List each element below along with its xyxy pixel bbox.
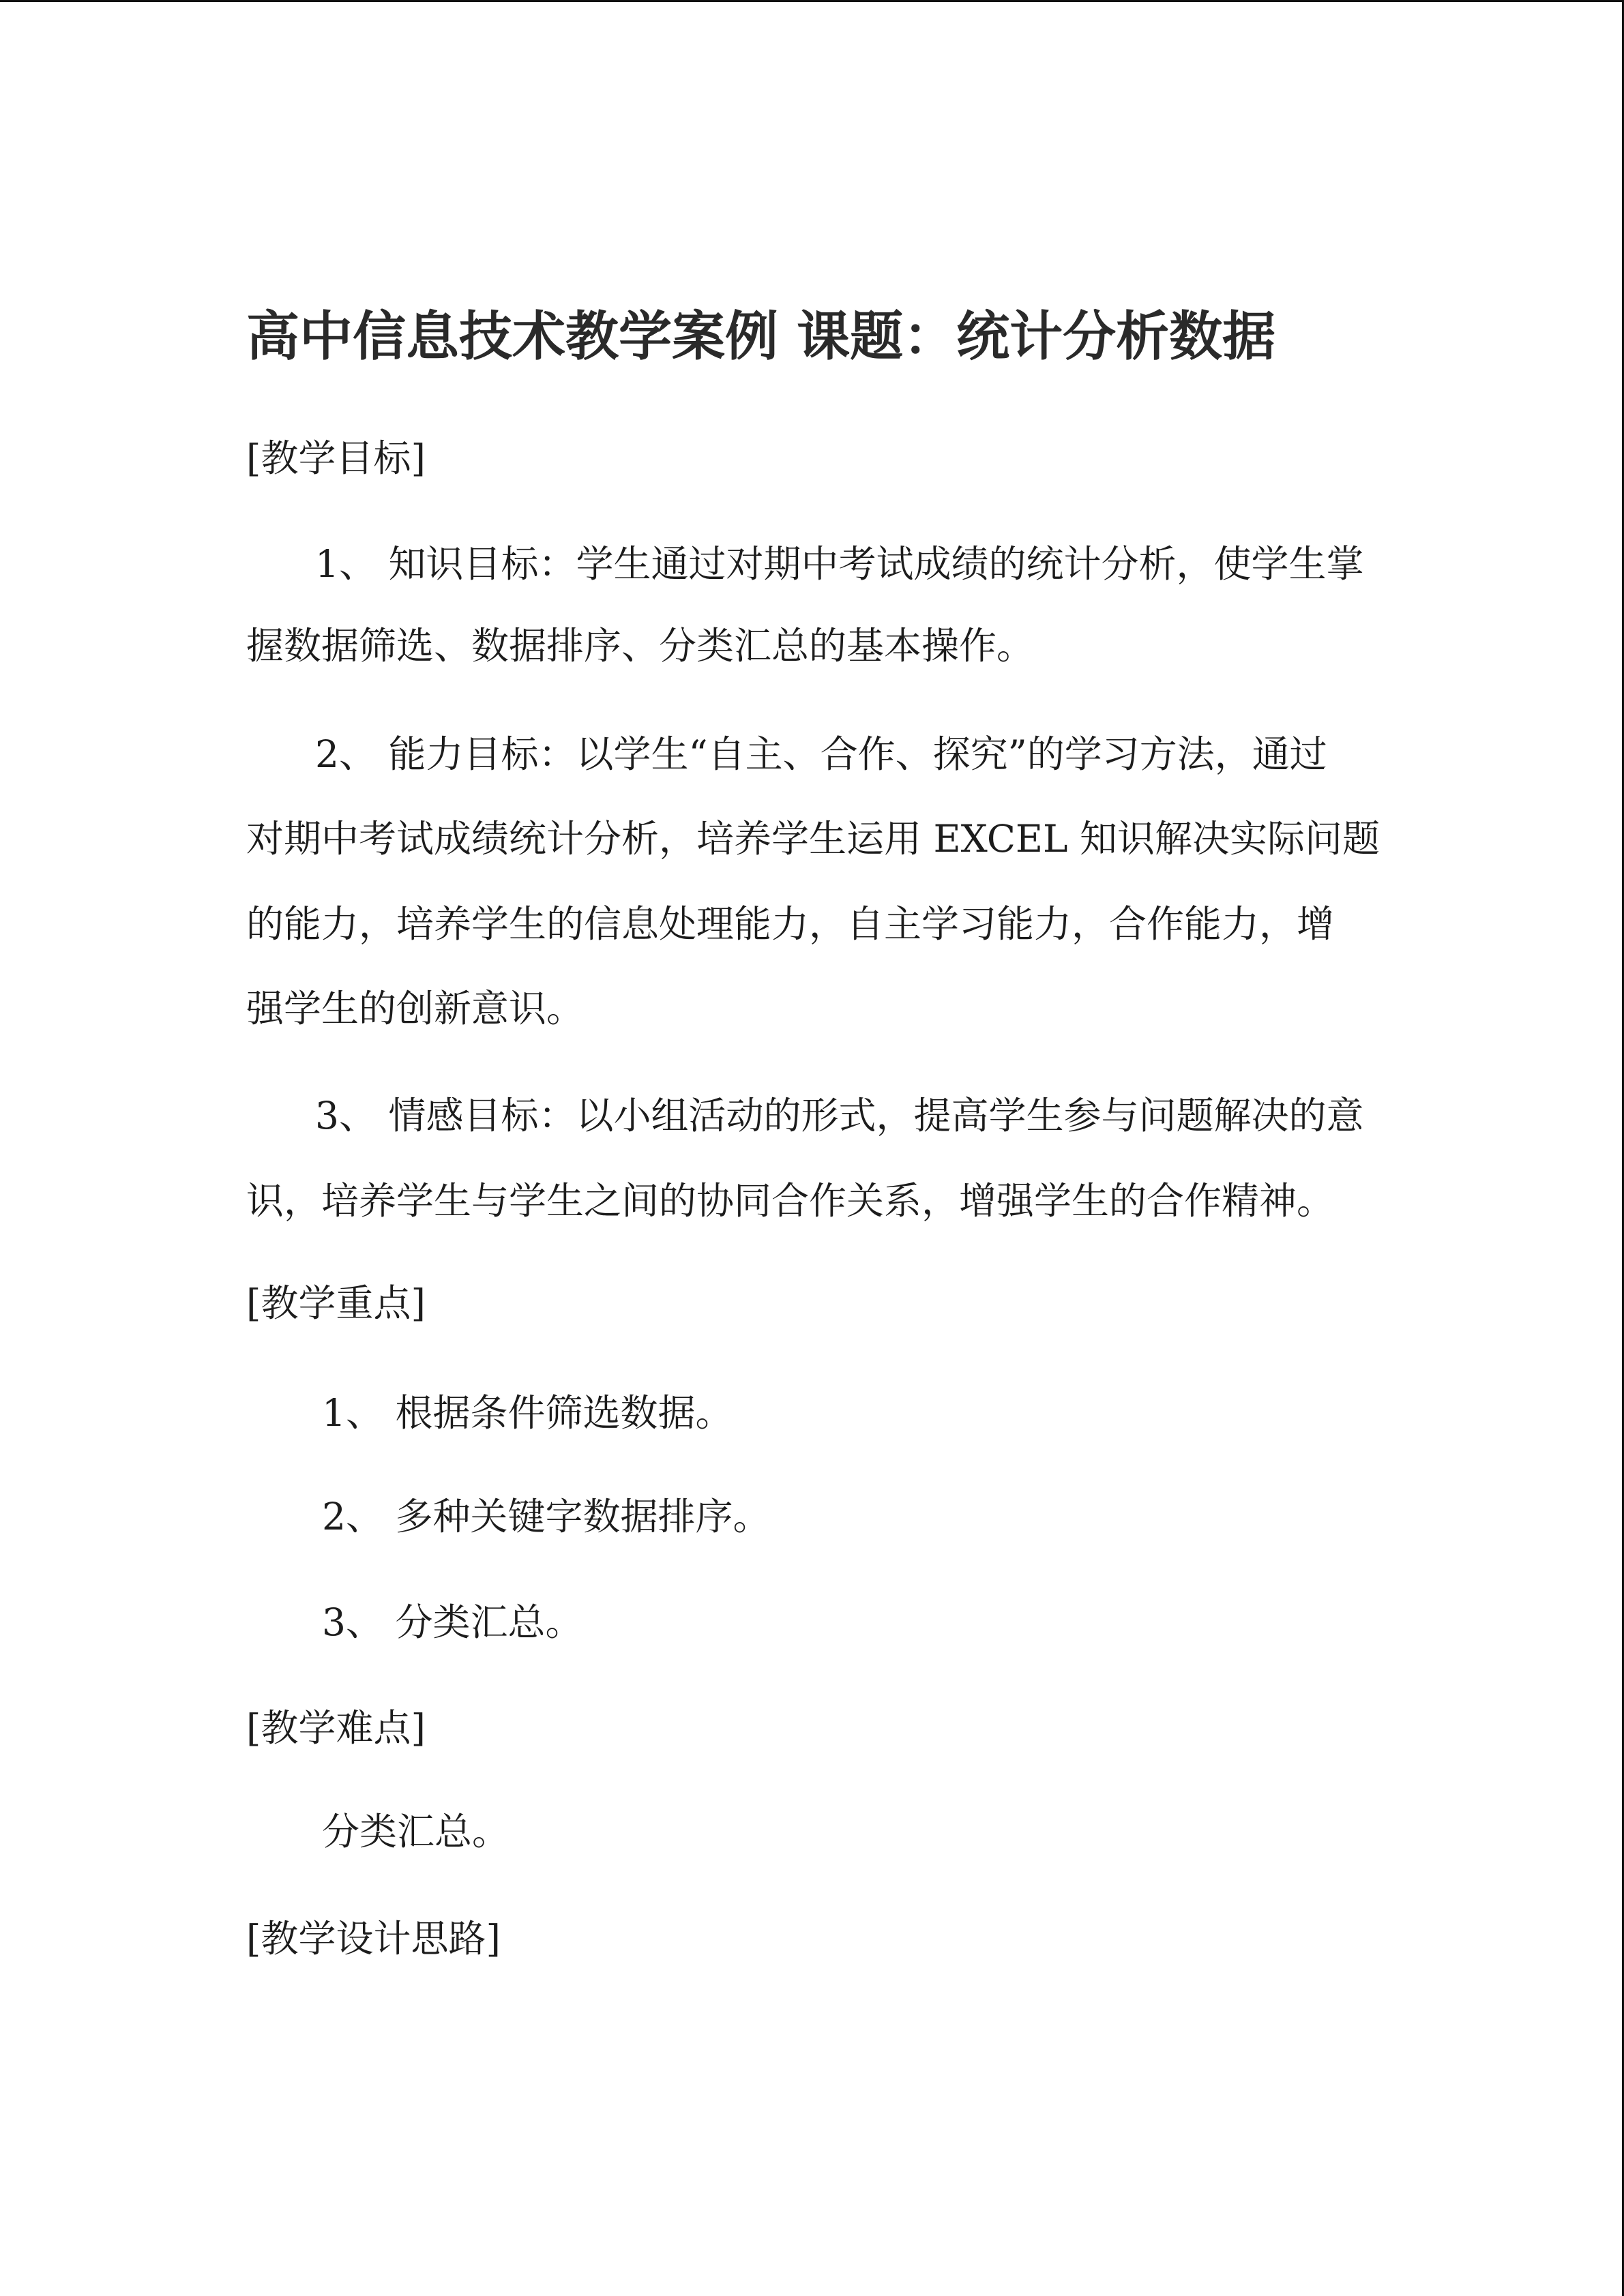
section-heading-key-points: [教学重点] — [246, 1281, 426, 1325]
objective-2-line-2: 对期中考试成绩统计分析，培养学生运用 EXCEL 知识解决实际问题 — [246, 817, 1381, 861]
objective-1-line-1: 1、 知识目标：学生通过对期中考试成绩的统计分析，使学生掌 — [315, 542, 1364, 586]
difficulty-text: 分类汇总。 — [322, 1810, 510, 1853]
objective-3-line-2: 识，培养学生与学生之间的协同合作关系，增强学生的合作精神。 — [246, 1179, 1335, 1223]
key-point-item-2: 2、 多种关键字数据排序。 — [322, 1495, 771, 1538]
objective-2-line-4: 强学生的创新意识。 — [246, 987, 585, 1030]
objective-2-line-3: 的能力，培养学生的信息处理能力，自主学习能力，合作能力，增 — [246, 902, 1335, 946]
section-heading-design: [教学设计思路] — [246, 1917, 501, 1960]
document-title: 高中信息技术教学案例 课题：统计分析数据 — [246, 306, 1276, 368]
key-point-item-1: 1、 根据条件筛选数据。 — [322, 1391, 733, 1435]
section-heading-difficulties: [教学难点] — [246, 1706, 426, 1750]
page-top-border — [0, 0, 1624, 2]
objective-2-line-1: 2、 能力目标：以学生“自主、合作、探究”的学习方法，通过 — [315, 732, 1327, 776]
objective-1-line-2: 握数据筛选、数据排序、分类汇总的基本操作。 — [246, 624, 1035, 668]
section-heading-objectives: [教学目标] — [246, 436, 426, 480]
objective-3-line-1: 3、 情感目标：以小组活动的形式，提高学生参与问题解决的意 — [315, 1094, 1364, 1137]
key-point-item-3: 3、 分类汇总。 — [322, 1600, 583, 1644]
